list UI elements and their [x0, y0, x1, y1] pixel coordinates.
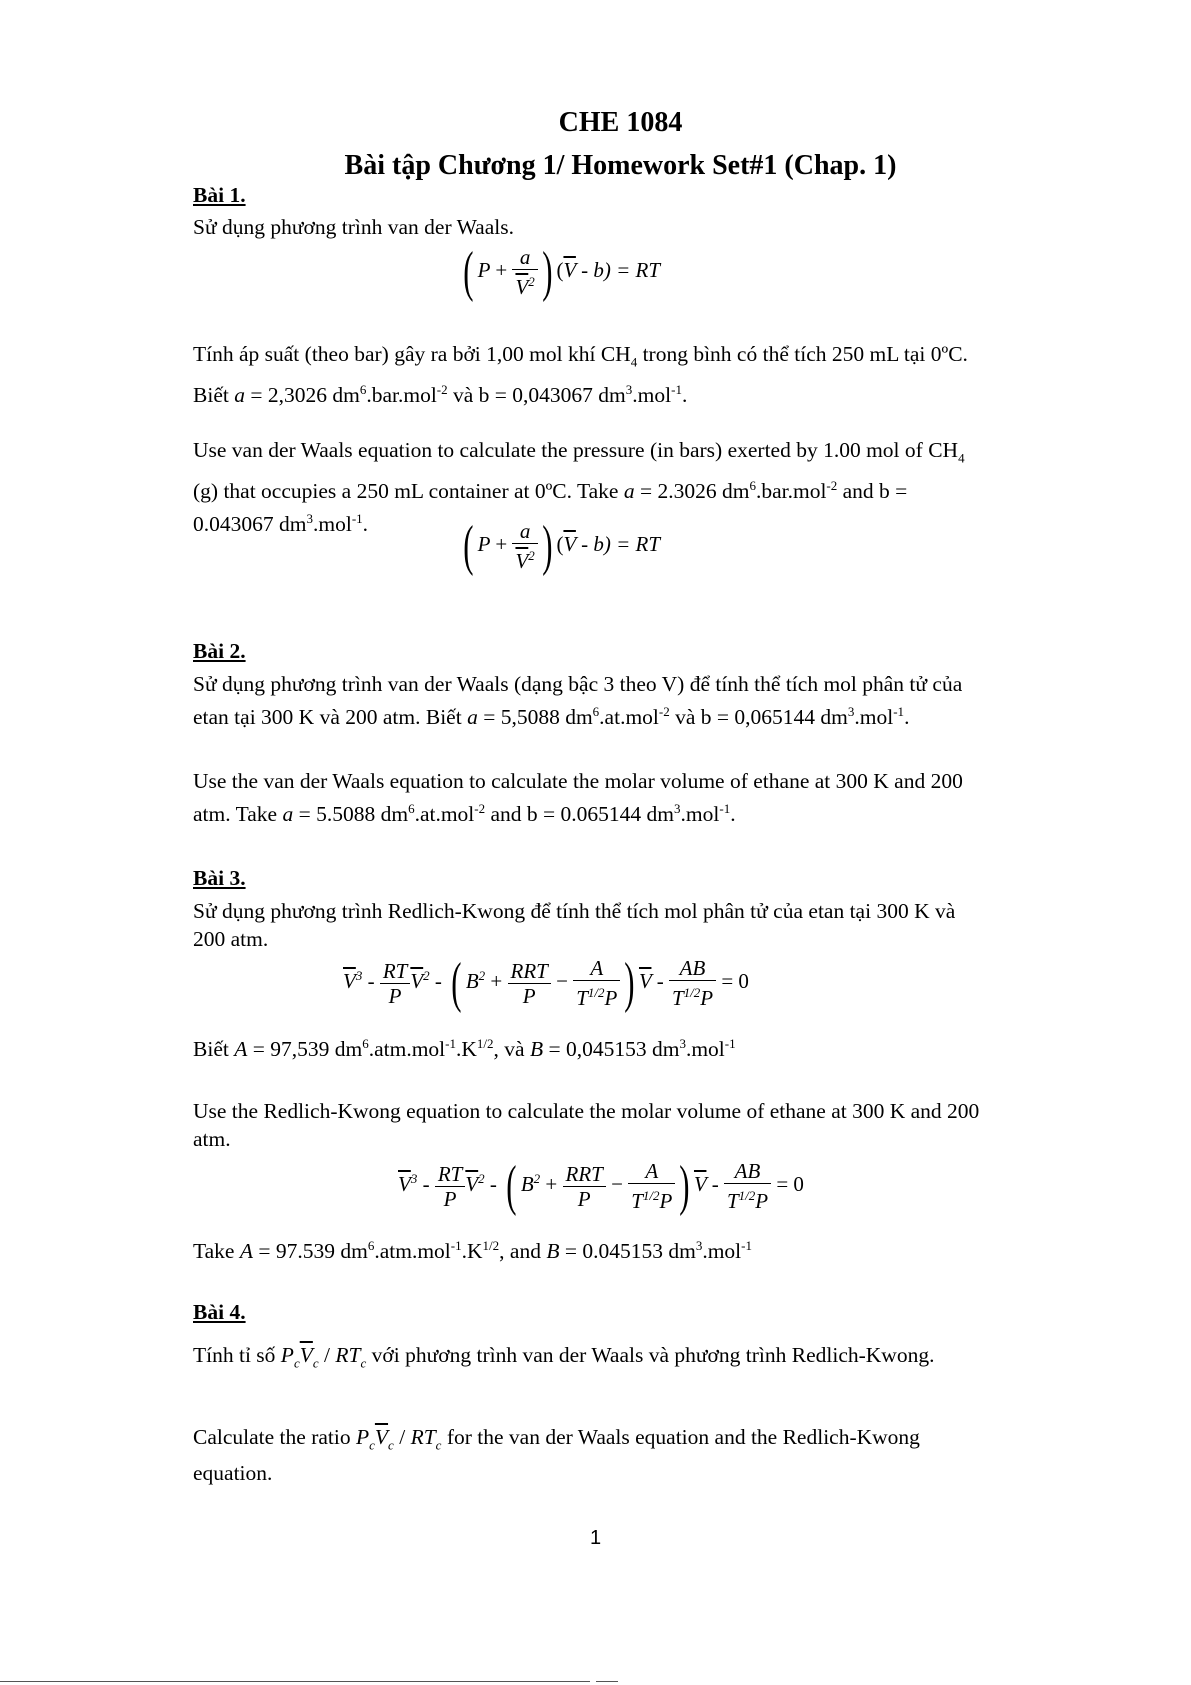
- problem-3-given-vi: Biết A = 97,539 $dm^6.atm.mol^{-1}.K^{1/2}$, và B = 0,045153 $dm^3.mol^{-1}$: [193, 1036, 736, 1062]
- footer-rule: [0, 1681, 590, 1682]
- problem-3-heading: Bài 3.: [193, 866, 246, 890]
- problem-1-text-en: Use van der Waals equation to calculate the pressure (in bars) exerted by 1.00 mol of $CH_4$ (g) that occupies a 250 mL container at 0ºC. Take a = 2.3026 $dm^6.bar.mol^{-2}$ and b = 0.043067 $dm^3.mol^{-1}$.: [193, 438, 965, 537]
- rk-equation-2: $\overline{V}^3$ - $\frac{RT}{P}$ $\overline{V}^2$ - ( $B^2$ + $\frac{\text{RRT}}{P}$ − $\frac{A}{T^{1/2}P}$ ) $\overline{V}$ - $\frac{AB}{T^{1/2}P}$ = 0: [398, 1155, 804, 1217]
- critical-ratio-formula: $P_c\overline{V}_c / RT_c$: [280, 1343, 367, 1371]
- problem-4-text-vi: Tính tỉ số $P_c\overline{V}_c / RT_c$ với phương trình van der Waals và phương trình Redlich-Kwong.: [193, 1343, 935, 1371]
- course-code: CHE 1084: [558, 107, 683, 138]
- problem-1-text-vi: Tính áp suất (theo bar) gây ra bởi 1,00 mol khí $CH_4$ trong bình có thể tích 250 mL tại 0ºC. Biết a = 2,3026 $dm^6.bar.mol^{-2}$ và b = 0,043067 $dm^3.mol^{-1}$.: [193, 342, 968, 408]
- problem-2-heading: Bài 2.: [193, 639, 246, 663]
- page-number: 1: [589, 1527, 602, 1549]
- problem-2-text-en: Use the van der Waals equation to calculate the molar volume of ethane at 300 K and 200 atm. Take a = 5.5088 $dm^6.at.mol^{-2}$ and b = 0.065144 $dm^3.mol^{-1}$.: [193, 769, 963, 827]
- critical-ratio-formula-en: $P_c\overline{V}_c / RT_c$: [355, 1425, 442, 1453]
- footer-rule-short: [596, 1681, 618, 1682]
- rk-equation-1: $\overline{V}^3$ - $\frac{RT}{P}$ $\overline{V}^2$ - ( $B^2$ + $\frac{\text{RRT}}{P}$ − $\frac{A}{T^{1/2}P}$ ) $\overline{V}$ - $\frac{AB}{T^{1/2}P}$ = 0: [343, 952, 749, 1014]
- problem-1-heading: Bài 1.: [193, 183, 246, 207]
- problem-3-given-en: Take A = 97.539 $dm^6.atm.mol^{-1}.K^{1/2}$, and B = 0.045153 $dm^3.mol^{-1}$: [193, 1238, 752, 1264]
- problem-3-text-vi: Sử dụng phương trình Redlich-Kwong để tính thể tích mol phân tử của etan tại 300 K và 200 atm.: [193, 899, 956, 951]
- vdw-equation-2: ( P + $\frac{a}{\overline{V}^2}$ ) $(\overline{V} - b)$ = RT: [463, 515, 661, 577]
- problem-4-heading: Bài 4.: [193, 1300, 246, 1324]
- problem-3-text-en: Use the Redlich-Kwong equation to calculate the molar volume of ethane at 300 K and 200 atm.: [193, 1099, 980, 1151]
- problem-4-text-en: Calculate the ratio $P_c\overline{V}_c / RT_c$ for the van der Waals equation and the Redlich-Kwong equation.: [193, 1425, 920, 1486]
- vdw-equation-1: ( P + $\frac{a}{\overline{V}^2}$ ) $(\overline{V} - b)$ = RT: [463, 241, 661, 303]
- problem-1-intro-vi: Sử dụng phương trình van der Waals.: [193, 215, 514, 239]
- right-paren: ): [541, 241, 553, 303]
- problem-2-text-vi: Sử dụng phương trình van der Waals (dạng bậc 3 theo V) để tính thể tích mol phân tử của etan tại 300 K và 200 atm. Biết a = 5,5088 $dm^6.at.mol^{-2}$ và b = 0,065144 $dm^3.mol^{-1}$.: [193, 672, 963, 730]
- document-subtitle: Bài tập Chương 1/ Homework Set#1 (Chap. 1): [344, 150, 897, 181]
- left-paren: (: [463, 241, 474, 303]
